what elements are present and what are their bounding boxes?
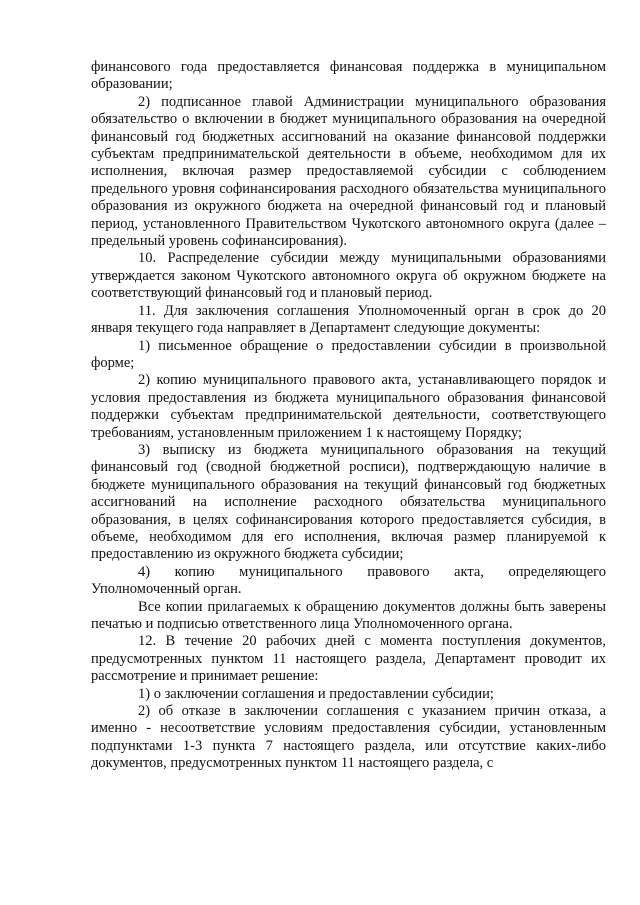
paragraph-11-item-3: 3) выписку из бюджета муниципального образования на текущий финансовый год (сводной бюджетной росписи), подтверждающую наличие в бюджете муниципального образования на текущий финансовый год бюджетных ассигнований на исполнение расходного обязательства муниципального образования, в целях софинансирования которого предоставляется субсидия, в объеме, необходимом для его исполнения, включая размер планируемой к предоставлению из окружного бюджета субсидии; — [91, 441, 606, 563]
paragraph-financial-year-support: финансового года предоставляется финансовая поддержка в муниципальном образовании; — [91, 59, 606, 93]
paragraph-11-item-1: 1) письменное обращение о предоставлении субсидии в произвольной форме; — [91, 337, 606, 371]
document-page — [91, 59, 606, 773]
paragraph-11-item-2: 2) копию муниципального правового акта, устанавливающего порядок и условия предоставления из бюджета муниципального образования финансовой поддержки субъектам предпринимательской деятельности, соответствующего требованиям, установленным приложением 1 к настоящему Порядку; — [91, 372, 606, 441]
paragraph-11-item-4: 4) копию муниципального правового акта, определяющего Уполномоченный орган. — [91, 563, 606, 598]
paragraph-copies-certified: Все копии прилагаемых к обращению документов должны быть заверены печатью и подписью ответственного лица Уполномоченного органа. — [91, 598, 606, 632]
paragraph-12-item-2: 2) об отказе в заключении соглашения с указанием причин отказа, а именно - несоответствие условиям предоставления субсидии, установленным подпунктами 1-3 пункта 7 настоящего раздела, или отсутствие каких-либо документов, предусмотренных пунктом 11 настоящего раздела, с — [91, 703, 606, 772]
paragraph-item-2-obligation: 2) подписанное главой Администрации муниципального образования обязательство о включении в бюджет муниципального образования на очередной финансовый год бюджетных ассигнований на оказание финансовой поддержки субъектам предпринимательской деятельности в объеме, необходимом для их исполнения, включая размер предоставляемой субсидии с соблюдением предельного уровня софинансирования расходного обязательства муниципального образования из окружного бюджета на очередной финансовый год и плановый период, установленного Правительством Чукотского автономного округа (далее – предельный уровень софинансирования). — [91, 93, 606, 250]
paragraph-11-documents: 11. Для заключения соглашения Уполномоченный орган в срок до 20 января текущего года направляет в Департамент следующие документы: — [91, 302, 606, 337]
paragraph-10-distribution: 10. Распределение субсидии между муниципальными образованиями утверждается законом Чукотского автономного округа об окружном бюджете на соответствующий финансовый год и плановый период. — [91, 250, 606, 302]
paragraph-12-item-1: 1) о заключении соглашения и предоставлении субсидии; — [138, 685, 494, 702]
paragraph-12-review: 12. В течение 20 рабочих дней с момента поступления документов, предусмотренных пунктом 11 настоящего раздела, Департамент проводит их рассмотрение и принимает решение: — [91, 633, 606, 685]
